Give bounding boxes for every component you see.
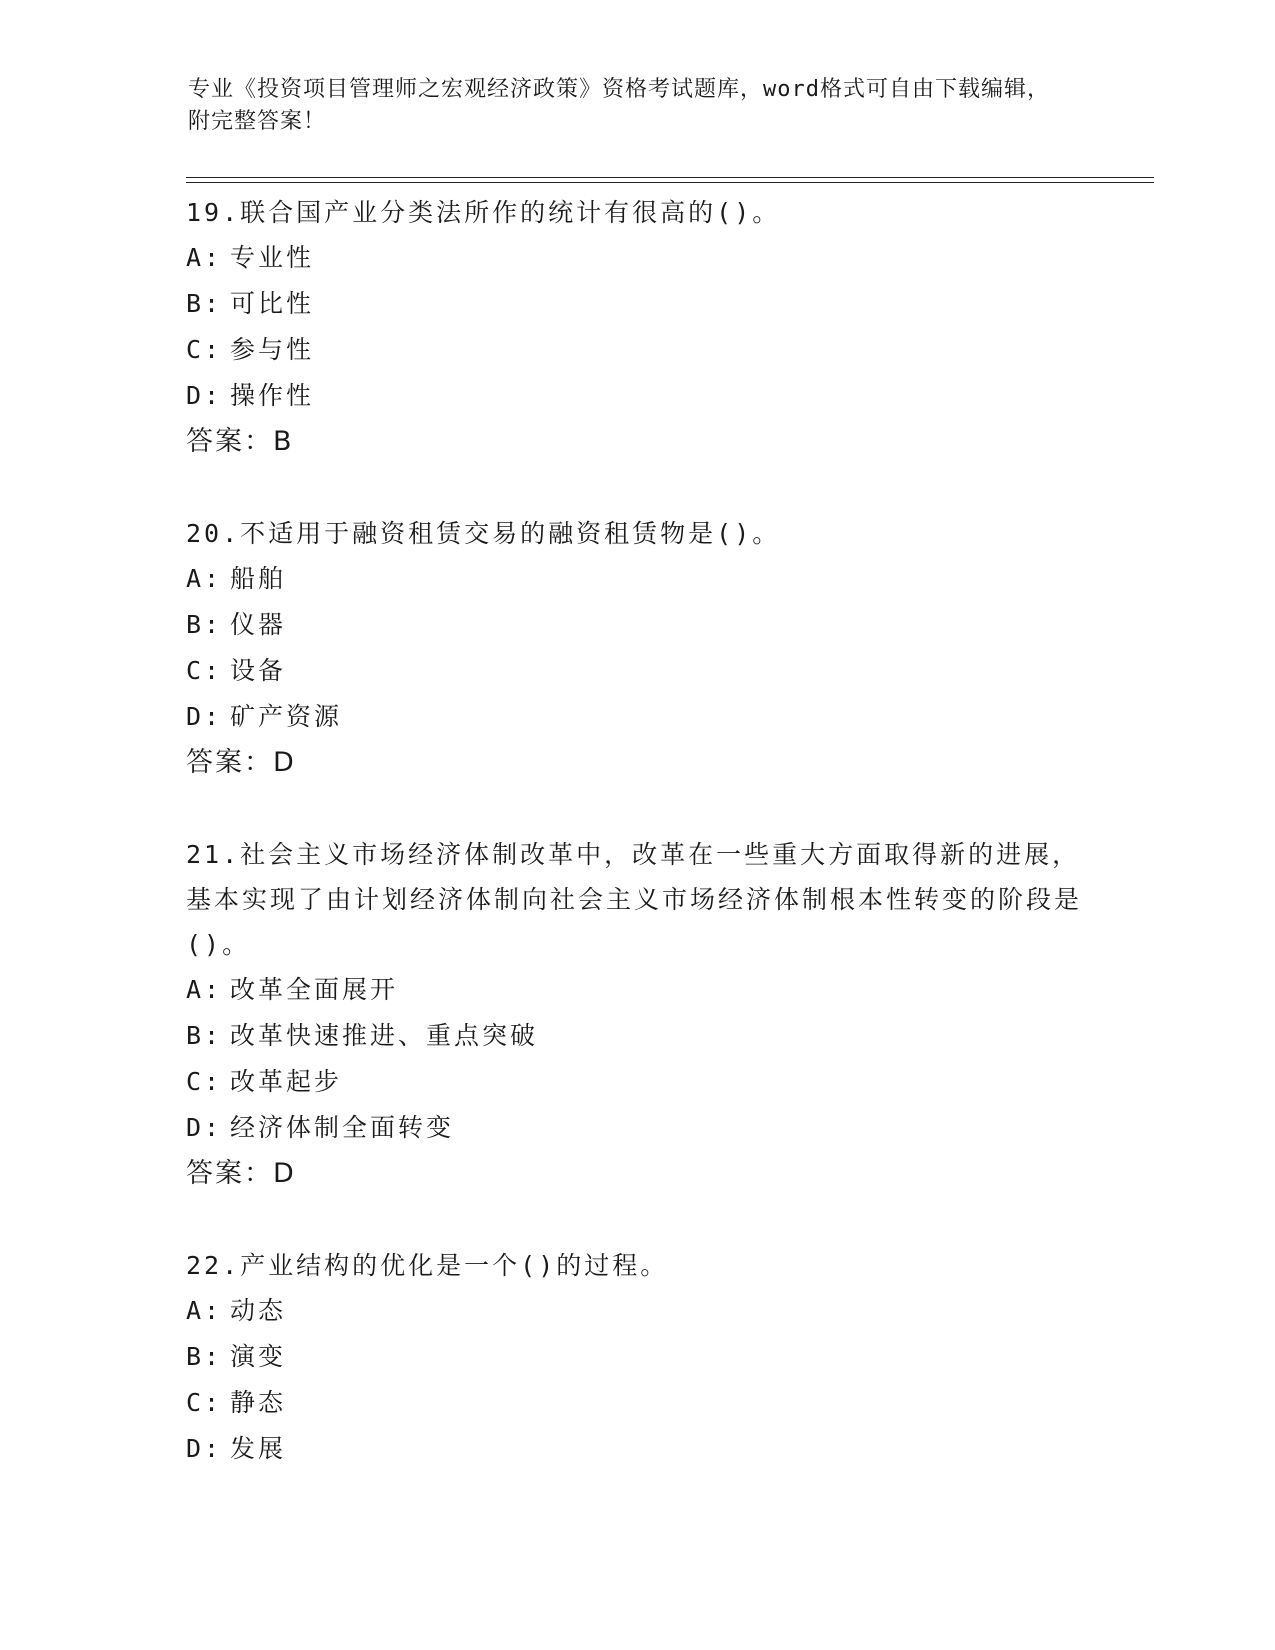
question-19 xyxy=(186,190,1086,465)
question-stem xyxy=(186,832,1086,967)
answer-line: 答案：D xyxy=(186,1158,296,1189)
question-stem xyxy=(186,511,1086,556)
option-letter: D: xyxy=(186,1113,223,1142)
question-22 xyxy=(186,1243,1086,1472)
option-b xyxy=(186,1334,1086,1380)
option-letter: D: xyxy=(186,702,223,731)
option-text: 改革全面展开 xyxy=(230,975,399,1004)
option-text: 专业性 xyxy=(230,243,315,272)
option-text: 改革起步 xyxy=(230,1067,343,1096)
option-b xyxy=(186,602,1086,648)
option-letter: A: xyxy=(186,975,223,1004)
option-text: 参与性 xyxy=(230,335,315,364)
question-text: 产业结构的优化是一个()的过程。 xyxy=(240,1251,669,1280)
option-letter: A: xyxy=(186,564,223,593)
question-20 xyxy=(186,511,1086,786)
option-d xyxy=(186,1426,1086,1472)
option-text: 矿产资源 xyxy=(230,702,343,731)
option-text: 经济体制全面转变 xyxy=(230,1113,455,1142)
question-text: 社会主义市场经济体制改革中，改革在一些重大方面取得新的进展，基本实现了由计划经济体制向社会主义市场经济体制根本性转变的阶段是()。 xyxy=(186,840,1083,959)
option-c xyxy=(186,648,1086,694)
option-d xyxy=(186,373,1086,419)
option-letter: B: xyxy=(186,1021,223,1050)
question-number: 21. xyxy=(186,840,241,869)
option-b xyxy=(186,281,1086,327)
option-letter: C: xyxy=(186,1388,223,1417)
header-note: 专业《投资项目管理师之宏观经济政策》资格考试题库，word格式可自由下载编辑，附完整答案！ xyxy=(188,77,1050,134)
option-text: 船舶 xyxy=(230,564,287,593)
question-number: 22. xyxy=(186,1251,241,1280)
question-text: 联合国产业分类法所作的统计有很高的()。 xyxy=(240,198,781,227)
option-a xyxy=(186,967,1086,1013)
option-letter: C: xyxy=(186,335,223,364)
header-divider-top xyxy=(186,177,1154,178)
option-c xyxy=(186,1059,1086,1105)
option-letter: B: xyxy=(186,1342,223,1371)
option-text: 静态 xyxy=(230,1388,287,1417)
option-text: 动态 xyxy=(230,1296,287,1325)
header-divider-bottom xyxy=(186,182,1154,183)
option-d xyxy=(186,1105,1086,1151)
question-number: 20. xyxy=(186,519,241,548)
option-letter: A: xyxy=(186,1296,223,1325)
option-text: 发展 xyxy=(230,1434,287,1463)
option-c xyxy=(186,1380,1086,1426)
question-stem xyxy=(186,1243,1086,1288)
option-letter: C: xyxy=(186,656,223,685)
answer-line: 答案：B xyxy=(186,426,294,457)
option-text: 仪器 xyxy=(230,610,287,639)
option-b xyxy=(186,1013,1086,1059)
question-text: 不适用于融资租赁交易的融资租赁物是()。 xyxy=(240,519,781,548)
option-text: 演变 xyxy=(230,1342,287,1371)
option-c xyxy=(186,327,1086,373)
option-letter: C: xyxy=(186,1067,223,1096)
option-text: 可比性 xyxy=(230,289,315,318)
option-text: 操作性 xyxy=(230,381,315,410)
option-text: 设备 xyxy=(230,656,287,685)
option-a xyxy=(186,1288,1086,1334)
question-number: 19. xyxy=(186,198,241,227)
option-letter: B: xyxy=(186,289,223,318)
option-a xyxy=(186,235,1086,281)
option-a xyxy=(186,556,1086,602)
option-d xyxy=(186,694,1086,740)
question-stem xyxy=(186,190,1086,235)
question-21 xyxy=(186,832,1086,1197)
question-list xyxy=(186,190,1086,1518)
option-letter: A: xyxy=(186,243,223,272)
option-text: 改革快速推进、重点突破 xyxy=(230,1021,539,1050)
answer-line: 答案：D xyxy=(186,747,296,778)
option-letter: D: xyxy=(186,381,223,410)
option-letter: B: xyxy=(186,610,223,639)
option-letter: D: xyxy=(186,1434,223,1463)
